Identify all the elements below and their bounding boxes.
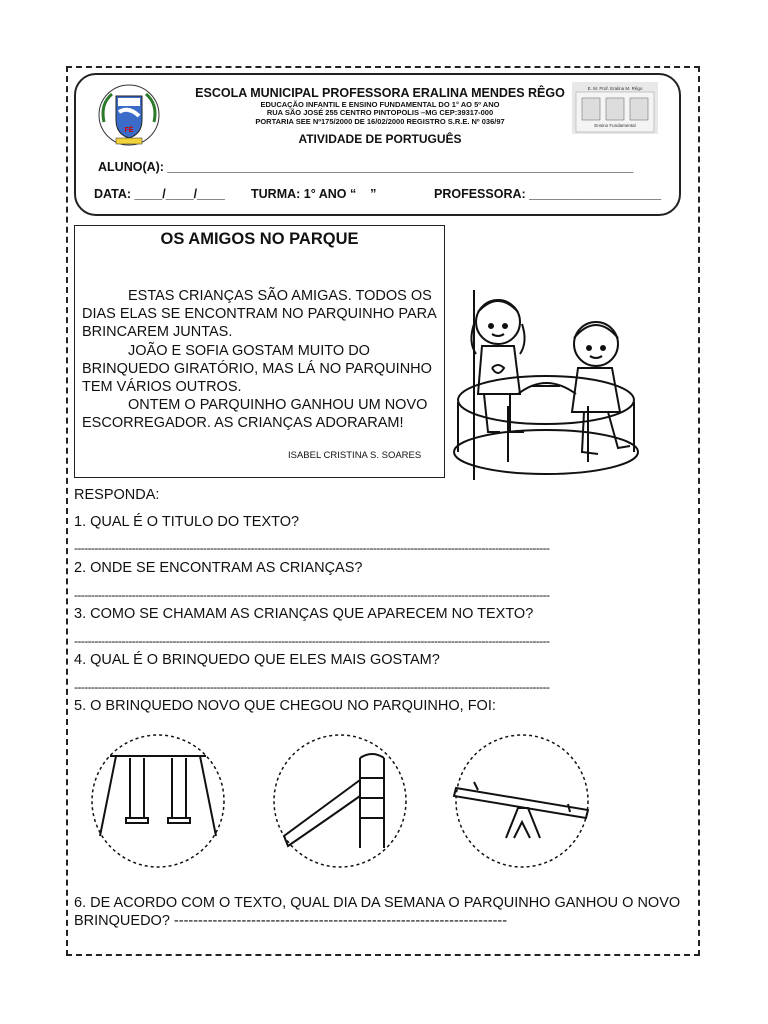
question-3: 3. COMO SE CHAMAM AS CRIANÇAS QUE APARECEM NO TEXTO? bbox=[74, 606, 534, 622]
question-6: 6. DE ACORDO COM O TEXTO, QUAL DIA DA SEMANA O PARQUINHO GANHOU O NOVO BRINQUEDO? --------------------------------------------------------------------- bbox=[74, 895, 681, 929]
story-paragraph: JOÃO E SOFIA GOSTAM MUITO DO BRINQUEDO GIRATÓRIO, MAS LÁ NO PARQUINHO TEM VÁRIOS OUTROS. bbox=[82, 342, 432, 396]
class-field[interactable]: TURMA: 1° ANO “ ” bbox=[251, 187, 377, 201]
svg-text:E. M. Prof. Eralina M. Rêgo: E. M. Prof. Eralina M. Rêgo bbox=[587, 86, 643, 91]
activity-title: ATIVIDADE DE PORTUGUÊS bbox=[298, 132, 462, 146]
school-education-line: EDUCAÇÃO INFANTIL E ENSINO FUNDAMENTAL DO 1° AO 5º ANO bbox=[260, 100, 500, 109]
swing-set-option[interactable] bbox=[80, 728, 236, 874]
answer-line-2[interactable]: -------------------------------------------------------------------------------------------------------------------------------------------- bbox=[74, 589, 550, 601]
crest-fe-text: FÉ bbox=[124, 127, 134, 134]
story-paragraph: ONTEM O PARQUINHO GANHOU UM NOVO ESCORREGADOR. AS CRIANÇAS ADORARAM! bbox=[82, 397, 428, 432]
kids-merry-go-round-illustration bbox=[448, 282, 644, 480]
question-5: 5. O BRINQUEDO NOVO QUE CHEGOU NO PARQUINHO, FOI: bbox=[74, 698, 496, 714]
respond-label: RESPONDA: bbox=[74, 487, 160, 503]
answer-line-1[interactable]: -------------------------------------------------------------------------------------------------------------------------------------------- bbox=[74, 542, 550, 554]
question-1: 1. QUAL É O TITULO DO TEXTO? bbox=[74, 514, 300, 530]
slide-option[interactable] bbox=[262, 728, 418, 874]
svg-text:Ensino Fundamental: Ensino Fundamental bbox=[594, 123, 636, 128]
answer-line-3[interactable]: -------------------------------------------------------------------------------------------------------------------------------------------- bbox=[74, 635, 550, 647]
story-paragraph: ESTAS CRIANÇAS SÃO AMIGAS. TODOS OS DIAS ELAS SE ENCONTRAM NO PARQUINHO PARA BRINCAREM JUNTAS. bbox=[82, 288, 436, 341]
school-name: ESCOLA MUNICIPAL PROFESSORA ERALINA MENDES RÊGO bbox=[195, 86, 565, 100]
story-author: ISABEL CRISTINA S. SOARES bbox=[288, 450, 422, 461]
answer-line-4[interactable]: -------------------------------------------------------------------------------------------------------------------------------------------- bbox=[74, 681, 550, 693]
question-4: 4. QUAL É O BRINQUEDO QUE ELES MAIS GOSTAM? bbox=[74, 652, 440, 668]
date-field[interactable]: DATA: ____/____/____ bbox=[94, 187, 225, 201]
student-name-field[interactable]: ALUNO(A): ___________________________________________________________________ bbox=[98, 160, 634, 174]
story-title: OS AMIGOS NO PARQUE bbox=[160, 230, 359, 248]
municipal-crest-logo bbox=[96, 82, 162, 148]
question-2: 2. ONDE SE ENCONTRAM AS CRIANÇAS? bbox=[74, 560, 363, 576]
teacher-field[interactable]: PROFESSORA: ___________________ bbox=[434, 187, 662, 201]
seesaw-option[interactable] bbox=[444, 728, 600, 874]
story-text bbox=[82, 287, 442, 433]
school-address-line: RUA SÃO JOSÉ 255 CENTRO PINTOPOLIS –MG CEP:39317-000 bbox=[266, 108, 494, 117]
school-registration-line: PORTARIA SEE Nº175/2000 DE 16/02/2000 REGISTRO S.R.E. Nº 036/97 bbox=[255, 117, 505, 126]
